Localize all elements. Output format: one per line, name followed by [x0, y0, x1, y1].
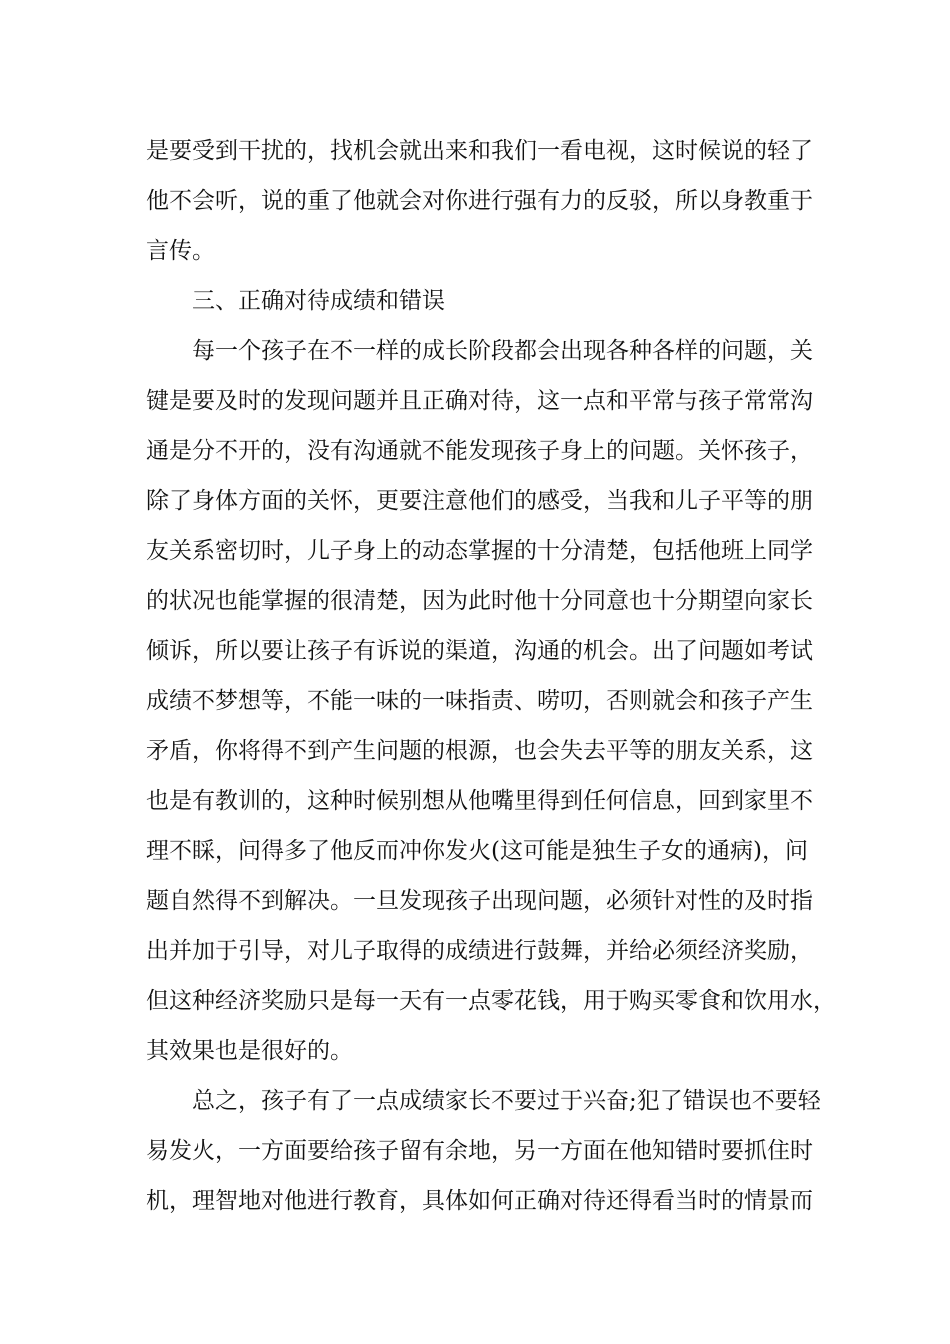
text-line: 除了身体方面的关怀，更要注意他们的感受，当我和儿子平等的朋 [146, 488, 813, 514]
text-line: 通是分不开的，没有沟通就不能发现孩子身上的问题。关怀孩子， [146, 438, 813, 464]
text-line: 的状况也能掌握的很清楚，因为此时他十分同意也十分期望向家长 [146, 588, 813, 614]
text-line: 其效果也是很好的。 [146, 1038, 353, 1064]
text-line: 理不睬，问得多了他反而冲你发火(这可能是独生子女的通病)，问 [146, 838, 808, 864]
text-line: 易发火，一方面要给孩子留有余地，另一方面在他知错时要抓住时 [146, 1138, 813, 1164]
text-line: 机，理智地对他进行教育，具体如何正确对待还得看当时的情景而 [146, 1188, 813, 1214]
text-line: 但这种经济奖励只是每一天有一点零花钱，用于购买零食和饮用水， [146, 988, 836, 1014]
text-line: 总之，孩子有了一点成绩家长不要过于兴奋;犯了错误也不要轻 [192, 1088, 821, 1114]
text-line: 他不会听，说的重了他就会对你进行强有力的反驳，所以身教重于 [146, 188, 813, 214]
text-line: 是要受到干扰的，找机会就出来和我们一看电视，这时候说的轻了 [146, 138, 813, 164]
text-line: 言传。 [146, 238, 215, 264]
section-heading: 三、正确对待成绩和错误 [192, 288, 445, 314]
text-line: 题自然得不到解决。一旦发现孩子出现问题，必须针对性的及时指 [146, 888, 813, 914]
text-line: 每一个孩子在不一样的成长阶段都会出现各种各样的问题，关 [192, 338, 813, 364]
text-line: 成绩不梦想等，不能一味的一味指责、唠叨，否则就会和孩子产生 [146, 688, 813, 714]
text-line: 倾诉，所以要让孩子有诉说的渠道，沟通的机会。出了问题如考试 [146, 638, 813, 664]
text-line: 出并加于引导，对儿子取得的成绩进行鼓舞，并给必须经济奖励， [146, 938, 813, 964]
text-line: 也是有教训的，这种时候别想从他嘴里得到任何信息，回到家里不 [146, 788, 813, 814]
text-line: 友关系密切时，儿子身上的动态掌握的十分清楚，包括他班上同学 [146, 538, 813, 564]
text-line: 键是要及时的发现问题并且正确对待，这一点和平常与孩子常常沟 [146, 388, 813, 414]
body-text [146, 126, 836, 1226]
text-line: 矛盾，你将得不到产生问题的根源，也会失去平等的朋友关系，这 [146, 738, 813, 764]
